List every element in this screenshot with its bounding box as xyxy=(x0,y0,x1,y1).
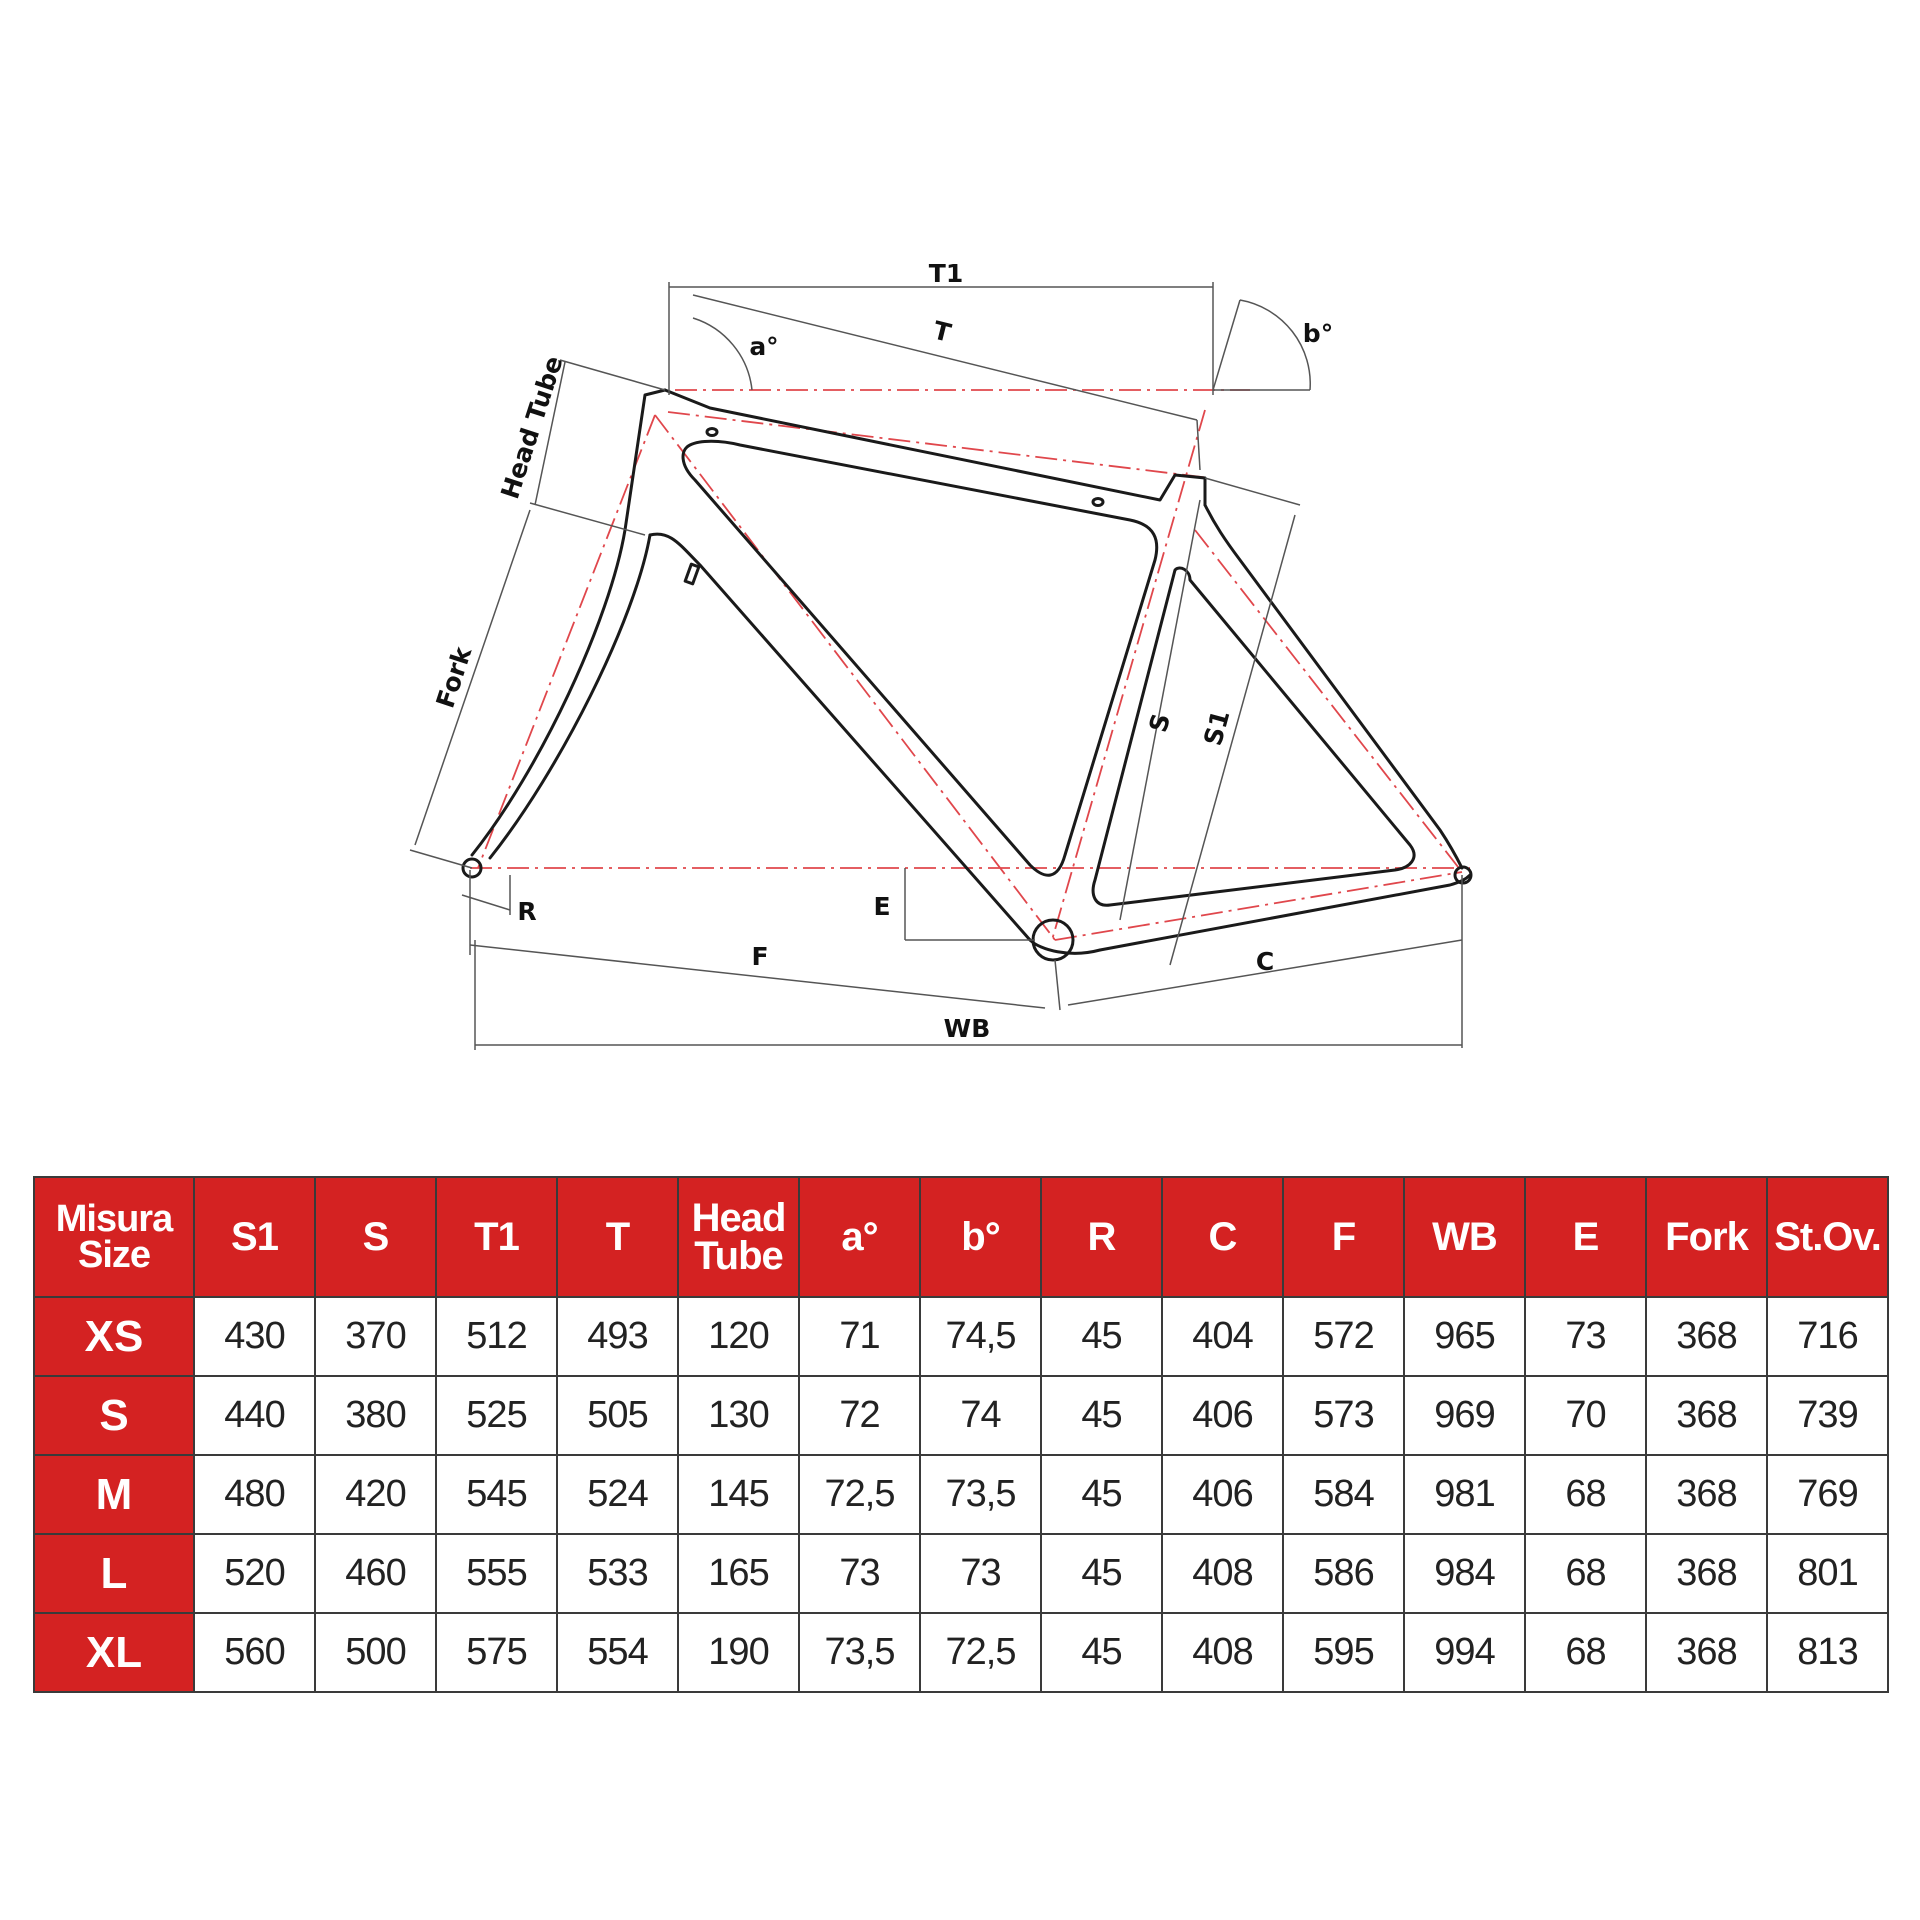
table-cell: 68 xyxy=(1525,1455,1646,1534)
column-header xyxy=(1646,1177,1767,1297)
rear-triangle-window xyxy=(1093,568,1414,905)
table-cell: 595 xyxy=(1283,1613,1404,1692)
table-cell: 533 xyxy=(557,1534,678,1613)
table-cell: 404 xyxy=(1162,1297,1283,1376)
table-cell: 584 xyxy=(1283,1455,1404,1534)
head-tube-front xyxy=(625,390,665,530)
column-header-label: T1 xyxy=(474,1215,519,1259)
table-cell: 45 xyxy=(1041,1376,1162,1455)
table-cell: 524 xyxy=(557,1455,678,1534)
centerlines xyxy=(470,390,1470,940)
centerline-seatstay xyxy=(1195,530,1462,872)
header-misura-label: Misura xyxy=(55,1198,173,1240)
header-misura-size xyxy=(34,1177,194,1297)
table-cell: 368 xyxy=(1646,1455,1767,1534)
label-r: R xyxy=(517,897,537,926)
head-tube-ext-top xyxy=(560,360,665,390)
table-cell: 45 xyxy=(1041,1297,1162,1376)
column-header-label: WB xyxy=(1432,1215,1497,1259)
chainstay-lower xyxy=(1100,875,1470,950)
table-cell: 68 xyxy=(1525,1613,1646,1692)
dimension-lines xyxy=(410,282,1462,1050)
fork-rear-blade xyxy=(490,535,650,858)
bottle-boss xyxy=(1093,499,1103,506)
table-cell: 72,5 xyxy=(920,1613,1041,1692)
table-cell: 73 xyxy=(1525,1297,1646,1376)
label-b: b° xyxy=(1302,319,1334,348)
column-header-label: St.Ov. xyxy=(1774,1215,1881,1259)
table-cell: 45 xyxy=(1041,1613,1162,1692)
frame-outline xyxy=(463,390,1471,960)
table-cell: 68 xyxy=(1525,1534,1646,1613)
table-body xyxy=(34,1297,1888,1692)
label-f: F xyxy=(751,942,769,971)
bottom-bracket-shell-outline xyxy=(1030,940,1100,953)
table-cell: 545 xyxy=(436,1455,557,1534)
table-cell: 716 xyxy=(1767,1297,1888,1376)
size-label: M xyxy=(34,1455,194,1534)
table-row xyxy=(34,1613,1888,1692)
table-cell: 572 xyxy=(1283,1297,1404,1376)
column-header-label: Fork xyxy=(1665,1215,1748,1259)
column-header xyxy=(678,1177,799,1297)
column-header-label: Head xyxy=(691,1196,786,1240)
table-cell: 74,5 xyxy=(920,1297,1041,1376)
down-tube-lower-edge xyxy=(650,534,1030,940)
label-t1: T1 xyxy=(928,259,964,288)
column-header xyxy=(1525,1177,1646,1297)
bottom-bracket xyxy=(1033,920,1073,960)
column-header-label: Tube xyxy=(694,1234,783,1278)
column-header-label: C xyxy=(1208,1215,1237,1259)
table-cell: 430 xyxy=(194,1297,315,1376)
column-header xyxy=(194,1177,315,1297)
size-label: S xyxy=(34,1376,194,1455)
cable-stop xyxy=(685,564,699,584)
dimension-labels xyxy=(431,259,1334,1043)
column-header xyxy=(1041,1177,1162,1297)
table-cell: 368 xyxy=(1646,1534,1767,1613)
table-row xyxy=(34,1376,1888,1455)
size-label: XS xyxy=(34,1297,194,1376)
table-row xyxy=(34,1534,1888,1613)
table-cell: 73 xyxy=(920,1534,1041,1613)
centerline-top-tube xyxy=(668,412,1210,478)
table-cell: 368 xyxy=(1646,1376,1767,1455)
table-cell: 586 xyxy=(1283,1534,1404,1613)
table-cell: 981 xyxy=(1404,1455,1525,1534)
table-cell: 73,5 xyxy=(920,1455,1041,1534)
table-cell: 813 xyxy=(1767,1613,1888,1692)
table-cell: 190 xyxy=(678,1613,799,1692)
table-row xyxy=(34,1297,1888,1376)
seatstay-upper xyxy=(1205,505,1462,868)
centerline-seat-tube xyxy=(1052,410,1205,940)
table-cell: 525 xyxy=(436,1376,557,1455)
table-cell: 520 xyxy=(194,1534,315,1613)
table-cell: 420 xyxy=(315,1455,436,1534)
table-cell: 72,5 xyxy=(799,1455,920,1534)
s1-line xyxy=(1170,515,1295,965)
centerline-chainstay xyxy=(1055,872,1462,940)
table-cell: 984 xyxy=(1404,1534,1525,1613)
table-cell: 165 xyxy=(678,1534,799,1613)
table-cell: 406 xyxy=(1162,1376,1283,1455)
c-ext-left xyxy=(1055,960,1060,1010)
table-cell: 145 xyxy=(678,1455,799,1534)
table-cell: 120 xyxy=(678,1297,799,1376)
table-cell: 512 xyxy=(436,1297,557,1376)
column-header xyxy=(557,1177,678,1297)
label-c: C xyxy=(1255,947,1275,976)
table-cell: 74 xyxy=(920,1376,1041,1455)
header-row xyxy=(34,1177,1888,1297)
table-cell: 801 xyxy=(1767,1534,1888,1613)
column-header-label: b° xyxy=(961,1215,1000,1259)
b-angle-arc xyxy=(1240,300,1310,390)
column-header xyxy=(1283,1177,1404,1297)
table-cell: 739 xyxy=(1767,1376,1888,1455)
column-header-label: F xyxy=(1331,1215,1356,1259)
table-cell: 71 xyxy=(799,1297,920,1376)
label-head-tube: Head Tube xyxy=(495,352,569,503)
column-header-label: a° xyxy=(841,1215,878,1259)
table-cell: 406 xyxy=(1162,1455,1283,1534)
label-s: S xyxy=(1143,710,1177,736)
table-cell: 73 xyxy=(799,1534,920,1613)
table-cell: 994 xyxy=(1404,1613,1525,1692)
table-cell: 70 xyxy=(1525,1376,1646,1455)
column-header xyxy=(1162,1177,1283,1297)
label-e: E xyxy=(873,892,891,921)
column-header xyxy=(920,1177,1041,1297)
table-cell: 440 xyxy=(194,1376,315,1455)
fork-ext-bottom xyxy=(410,850,472,868)
cable-port xyxy=(707,429,717,436)
table-cell: 493 xyxy=(557,1297,678,1376)
column-header xyxy=(799,1177,920,1297)
b-angle-tube xyxy=(1213,300,1240,390)
table-cell: 560 xyxy=(194,1613,315,1692)
table-cell: 575 xyxy=(436,1613,557,1692)
label-fork: Fork xyxy=(430,643,478,712)
column-header-label: S xyxy=(362,1215,389,1259)
table-cell: 554 xyxy=(557,1613,678,1692)
table-cell: 555 xyxy=(436,1534,557,1613)
column-header xyxy=(315,1177,436,1297)
label-s1: S1 xyxy=(1198,706,1236,749)
label-t: T xyxy=(930,315,954,348)
a-angle-arc xyxy=(693,318,752,390)
table-cell: 480 xyxy=(194,1455,315,1534)
size-label: L xyxy=(34,1534,194,1613)
size-label: XL xyxy=(34,1613,194,1692)
main-triangle-window xyxy=(683,441,1157,875)
table-cell: 573 xyxy=(1283,1376,1404,1455)
table-cell: 368 xyxy=(1646,1297,1767,1376)
label-wb: WB xyxy=(943,1014,991,1043)
label-a: a° xyxy=(749,332,779,361)
table-header xyxy=(34,1177,1888,1297)
fork-front-blade xyxy=(472,530,625,855)
table-cell: 769 xyxy=(1767,1455,1888,1534)
column-header xyxy=(1767,1177,1888,1297)
table-cell: 72 xyxy=(799,1376,920,1455)
column-header-label: E xyxy=(1572,1215,1599,1259)
table-cell: 505 xyxy=(557,1376,678,1455)
column-header xyxy=(1404,1177,1525,1297)
r-line xyxy=(462,895,510,910)
table-cell: 965 xyxy=(1404,1297,1525,1376)
header-size-label: Size xyxy=(77,1234,151,1276)
s1-ext-top xyxy=(1205,478,1300,505)
table-cell: 45 xyxy=(1041,1534,1162,1613)
table-cell: 408 xyxy=(1162,1613,1283,1692)
table-cell: 380 xyxy=(315,1376,436,1455)
table-cell: 408 xyxy=(1162,1534,1283,1613)
column-header-label: T xyxy=(605,1215,630,1259)
table-cell: 368 xyxy=(1646,1613,1767,1692)
table-cell: 370 xyxy=(315,1297,436,1376)
column-header-label: R xyxy=(1087,1215,1116,1259)
geometry-table xyxy=(33,1176,1889,1693)
column-header-label: S1 xyxy=(231,1215,278,1259)
table-cell: 73,5 xyxy=(799,1613,920,1692)
column-header xyxy=(436,1177,557,1297)
table-cell: 45 xyxy=(1041,1455,1162,1534)
table-cell: 969 xyxy=(1404,1376,1525,1455)
table-cell: 130 xyxy=(678,1376,799,1455)
table-row xyxy=(34,1455,1888,1534)
table-cell: 500 xyxy=(315,1613,436,1692)
table-cell: 460 xyxy=(315,1534,436,1613)
